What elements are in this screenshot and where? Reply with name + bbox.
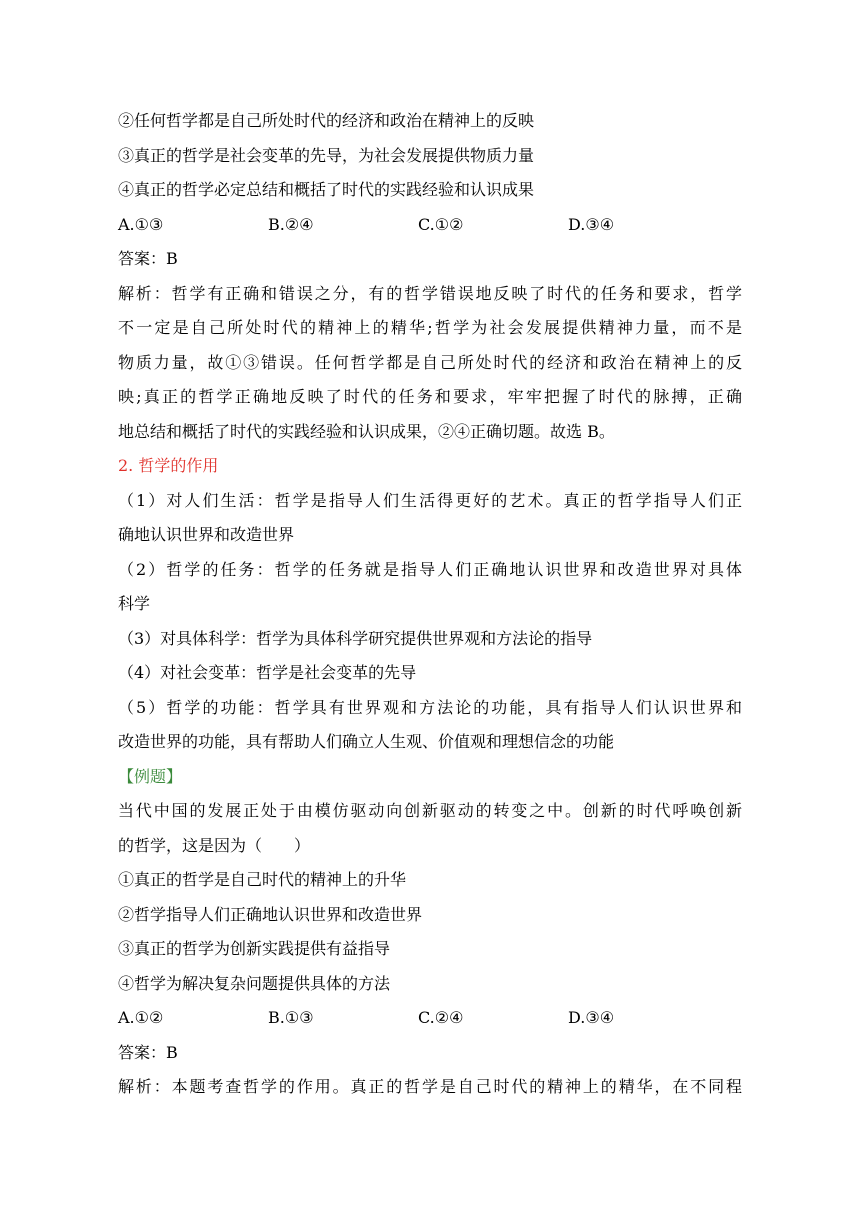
q1-item-4: ④真正的哲学必定总结和概括了时代的实践经验和认识成果	[118, 180, 535, 199]
q2-option-d: D.③④	[568, 1008, 615, 1027]
q2-stem-line: 当代中国的发展正处于由模仿驱动向创新驱动的转变之中。创新的时代呼唤创新	[118, 801, 742, 820]
section-line: （2）哲学的任务：哲学的任务就是指导人们正确地认识世界和改造世界对具体	[118, 559, 742, 579]
q1-analysis-line: 物质力量，故①③错误。任何哲学都是自己所处时代的经济和政治在精神上的反	[118, 352, 742, 372]
example-label: 【例题】	[118, 766, 183, 786]
q1-item-3: ③真正的哲学是社会变革的先导，为社会发展提供物质力量	[118, 145, 535, 165]
q1-options	[118, 208, 742, 243]
q2-option-a: A.①②	[118, 1008, 164, 1027]
q1-analysis-line: 地总结和概括了时代的实践经验和认识成果，②④正确切题。故选 B。	[118, 421, 615, 441]
section-line: （3）对具体科学：哲学为具体科学研究提供世界观和方法论的指导	[118, 628, 593, 648]
q1-option-d: D.③④	[568, 214, 615, 234]
q2-option-c: C.②④	[418, 1008, 464, 1027]
q2-analysis-line: 解析：本题考查哲学的作用。真正的哲学是自己时代的精神上的精华，在不同程	[118, 1077, 742, 1096]
q2-item-2: ②哲学指导人们正确地认识世界和改造世界	[118, 904, 423, 924]
q2-item-1: ①真正的哲学是自己时代的精神上的升华	[118, 870, 407, 889]
q1-option-b: B.②④	[268, 214, 314, 234]
section-line: 改造世界的功能，具有帮助人们确立人生观、价值观和理想信念的功能	[118, 732, 615, 751]
section-line: （4）对社会变革：哲学是社会变革的先导	[118, 663, 417, 682]
section-line: （1）对人们生活：哲学是指导人们生活得更好的艺术。真正的哲学指导人们正	[118, 490, 742, 510]
section-heading: 2. 哲学的作用	[118, 456, 219, 475]
q2-stem-line: 的哲学，这是因为（ ）	[118, 835, 311, 855]
section-line: 科学	[118, 594, 151, 613]
q1-answer: 答案：B	[118, 249, 178, 268]
q2-options	[118, 1001, 742, 1036]
q1-analysis-line: 映;真正的哲学正确地反映了时代的任务和要求，牢牢把握了时代的脉搏，正确	[118, 387, 742, 406]
q1-option-a: A.①③	[118, 214, 164, 234]
q2-answer: 答案：B	[118, 1042, 178, 1062]
section-line: 确地认识世界和改造世界	[118, 525, 295, 544]
q1-analysis-line: 解析：哲学有正确和错误之分，有的哲学错误地反映了时代的任务和要求，哲学	[118, 283, 742, 303]
q1-item-2: ②任何哲学都是自己所处时代的经济和政治在精神上的反映	[118, 111, 535, 130]
document-page	[118, 104, 742, 1105]
q1-option-c: C.①②	[418, 214, 464, 234]
q2-item-4: ④哲学为解决复杂问题提供具体的方法	[118, 973, 391, 993]
section-line: （5）哲学的功能：哲学具有世界观和方法论的功能，具有指导人们认识世界和	[118, 697, 742, 717]
q1-analysis-line: 不一定是自己所处时代的精神上的精华;哲学为社会发展提供精神力量，而不是	[118, 318, 742, 337]
q2-option-b: B.①③	[268, 1008, 314, 1027]
q2-item-3: ③真正的哲学为创新实践提供有益指导	[118, 939, 391, 958]
